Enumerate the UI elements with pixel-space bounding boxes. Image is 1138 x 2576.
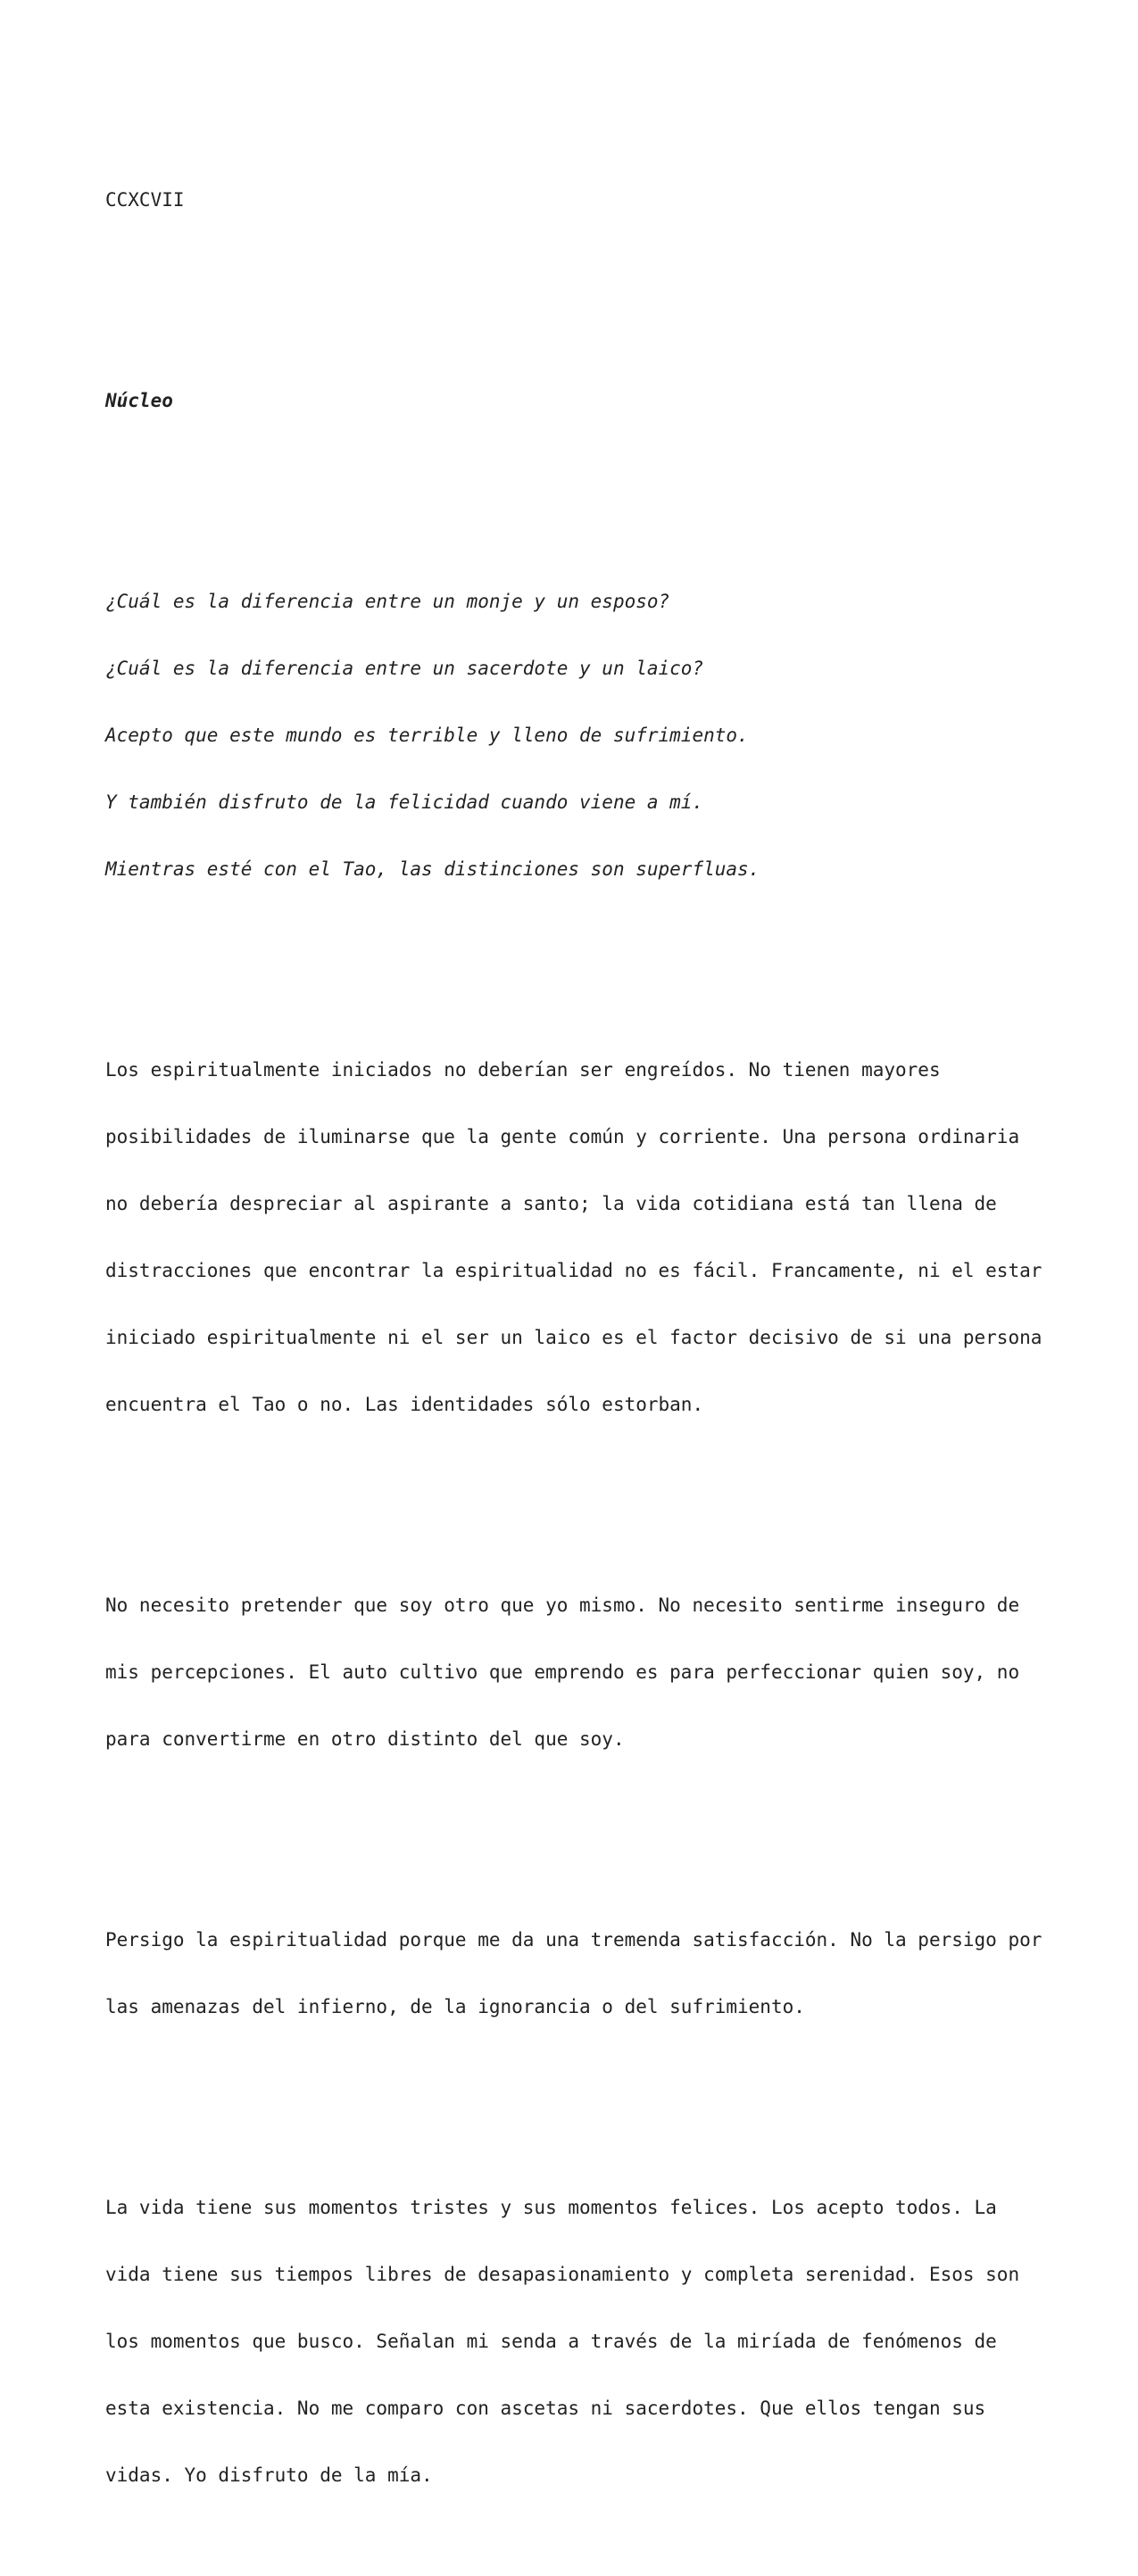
paragraph-line: distracciones que encontrar la espiritualidad no es fácil. Francamente, ni el estar [105, 1260, 1042, 1281]
paragraph-line: vidas. Yo disfruto de la mía. [105, 2464, 433, 2486]
paragraph-line: No necesito pretender que soy otro que yo mismo. No necesito sentirme inseguro de [105, 1594, 1020, 1616]
paragraph-line: mis percepciones. El auto cultivo que emprendo es para perfeccionar quien soy, no [105, 1661, 1020, 1683]
chapter-title [105, 345, 1069, 457]
verse-line: ¿Cuál es la diferencia entre un sacerdote y un laico? [105, 658, 704, 679]
chapter-number [105, 145, 1069, 256]
verse [105, 546, 1069, 925]
paragraph-1 [105, 1015, 1069, 1461]
paragraph-line: La vida tiene sus momentos tristes y sus momentos felices. Los acepto todos. La [105, 2197, 997, 2218]
paragraph-line: las amenazas del infierno, de la ignorancia o del sufrimiento. [105, 1996, 805, 2017]
paragraph-line: Los espiritualmente iniciados no deberían ser engreídos. No tienen mayores [105, 1059, 941, 1081]
verse-line: Y también disfruto de la felicidad cuando viene a mí. [105, 791, 704, 813]
paragraph-line: no debería despreciar al aspirante a santo; la vida cotidiana está tan llena de [105, 1193, 997, 1214]
paragraph-line: para convertirme en otro distinto del que soy. [105, 1728, 625, 1750]
paragraph-4 [105, 2152, 1069, 2531]
paragraph-3 [105, 1884, 1069, 2063]
chapter-number-text: CCXCVII [105, 189, 185, 211]
chapter-title-text: Núcleo [105, 390, 173, 411]
verse-line: Acepto que este mundo es terrible y lleno de sufrimiento. [105, 725, 749, 746]
paragraph-line: posibilidades de iluminarse que la gente común y corriente. Una persona ordinaria [105, 1126, 1020, 1147]
paragraph-2 [105, 1550, 1069, 1795]
paragraph-line: vida tiene sus tiempos libres de desapasionamiento y completa serenidad. Esos son [105, 2264, 1020, 2285]
verse-line: ¿Cuál es la diferencia entre un monje y un esposo? [105, 591, 670, 612]
paragraph-line: encuentra el Tao o no. Las identidades sólo estorban. [105, 1394, 704, 1415]
document-page [105, 100, 1069, 2576]
paragraph-line: Persigo la espiritualidad porque me da una tremenda satisfacción. No la persigo por [105, 1929, 1042, 1951]
verse-line: Mientras esté con el Tao, las distinciones son superfluas. [105, 858, 760, 880]
paragraph-line: iniciado espiritualmente ni el ser un laico es el factor decisivo de si una persona [105, 1327, 1042, 1348]
paragraph-line: esta existencia. No me comparo con ascetas ni sacerdotes. Que ellos tengan sus [105, 2398, 986, 2419]
paragraph-line: los momentos que busco. Señalan mi senda a través de la miríada de fenómenos de [105, 2331, 997, 2352]
